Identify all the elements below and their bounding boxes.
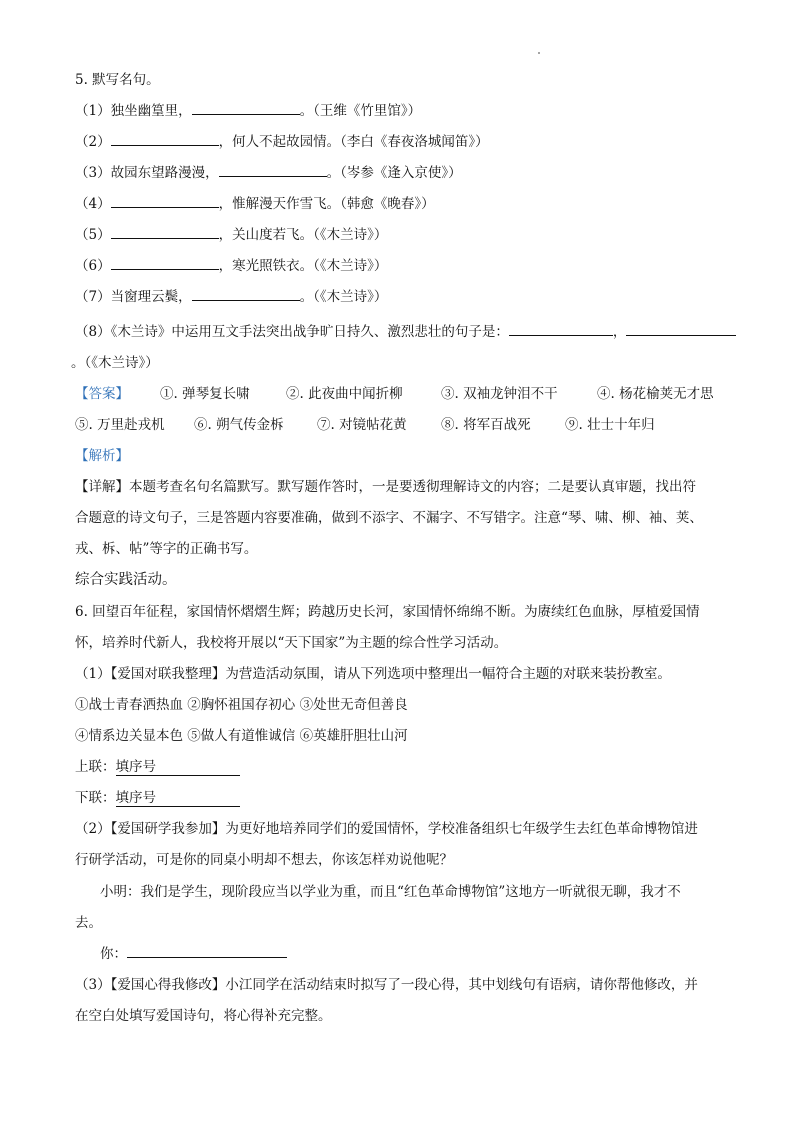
q5-item xyxy=(75,130,489,150)
answer-item: ⑧. 将军百战死 xyxy=(441,417,531,433)
detail-line: 戎、柝、帖”等字的正确书写。 xyxy=(75,541,258,557)
q5-item xyxy=(75,223,387,243)
reply-blank[interactable] xyxy=(127,945,287,958)
q6-intro-line: 6. 回望百年征程，家国情怀熠熠生辉；跨越历史长河，家国情怀绵绵不断。为赓续红色血脉，厚植爱国情 xyxy=(75,604,700,620)
answer-blank[interactable] xyxy=(192,102,300,115)
answer-item: ⑥. 朔气传金柝 xyxy=(194,417,284,433)
section-title: 综合实践活动。 xyxy=(75,572,177,588)
q5-item-suffix: ，关山度若飞。（《木兰诗》） xyxy=(218,227,388,243)
fill-hint: 填序号 xyxy=(115,759,156,775)
q5-title: 5. 默写名句。 xyxy=(75,72,160,88)
q6-part3-line: （3）【爱国心得我修改】小江同学在活动结束时拟写了一段心得，其中划线句有语病，请你帮他修改，并 xyxy=(75,977,698,993)
lower-label: 下联： xyxy=(75,790,116,806)
your-reply-row xyxy=(100,942,287,962)
answer-blank[interactable] xyxy=(192,288,300,301)
lower-couplet-row xyxy=(75,786,240,807)
q5-item-prefix: （1）独坐幽篁里， xyxy=(75,103,192,119)
answer-item: ①. 弹琴复长啸 xyxy=(160,386,250,402)
q5-item8-comma: ， xyxy=(612,324,627,340)
answer-blank[interactable] xyxy=(111,226,219,239)
you-label: 你： xyxy=(100,946,127,962)
answer-blank[interactable] xyxy=(219,164,327,177)
ming-speech: 去。 xyxy=(75,915,102,931)
q5-item-suffix: ，寒光照铁衣。（《木兰诗》） xyxy=(218,258,388,274)
answer-blank[interactable] xyxy=(626,323,736,336)
scan-speck xyxy=(538,52,540,54)
q5-item-prefix: （5） xyxy=(75,227,111,243)
q5-item-prefix: （3）故园东望路漫漫， xyxy=(75,165,219,181)
upper-couplet-field[interactable] xyxy=(116,755,240,776)
upper-label: 上联： xyxy=(75,759,116,775)
q5-item xyxy=(75,254,387,274)
q5-item xyxy=(75,285,387,305)
q5-item-prefix: （4） xyxy=(75,196,111,212)
q6-part3-line: 在空白处填写爱国诗句，将心得补充完整。 xyxy=(75,1008,332,1024)
answer-item: ④. 杨花榆荚无才思 xyxy=(597,386,714,402)
q6-part2-line: （2）【爱国研学我参加】为更好地培养同学们的爱国情怀，学校准备组织七年级学生去红色革命博物馆进 xyxy=(75,821,698,837)
detail-line: 合题意的诗文句子，三是答题内容要准确，做到不添字、不漏字、不写错字。注意“琴、啸、柳、袖、荚、 xyxy=(75,510,703,526)
fill-hint: 填序号 xyxy=(115,790,156,806)
q5-item-prefix: （6） xyxy=(75,258,111,274)
q5-item-suffix: 。（《木兰诗》） xyxy=(299,289,388,305)
answer-row-1 xyxy=(75,382,714,402)
q6-intro-line: 怀，培养时代新人，我校将开展以“天下国家”为主题的综合性学习活动。 xyxy=(75,635,508,651)
q6-part2-line: 行研学活动，可是你的同桌小明却不想去，你该怎样劝说他呢？ xyxy=(75,852,453,868)
answer-blank[interactable] xyxy=(509,323,613,336)
answer-blank[interactable] xyxy=(111,195,219,208)
q5-item8-text: （8）《木兰诗》中运用互文手法突出战争旷日持久、激烈悲壮的句子是： xyxy=(75,324,509,340)
upper-couplet-row xyxy=(75,755,240,776)
lower-couplet-field[interactable] xyxy=(116,786,240,807)
answer-item: ⑤. 万里赴戎机 xyxy=(75,417,165,433)
analysis-tag: 【解析】 xyxy=(75,448,129,464)
q5-item xyxy=(75,99,421,119)
detail-line: 【详解】本题考查名句名篇默写。默写题作答时，一是要透彻理解诗文的内容；二是要认真审题，找出符 xyxy=(75,479,696,495)
q5-item-suffix: ，惟解漫天作雪飞。（韩愈《晚春》） xyxy=(218,196,435,212)
answer-item: ⑦. 对镜帖花黄 xyxy=(317,417,407,433)
q6-part1: （1）【爱国对联我整理】为营造活动氛围，请从下列选项中整理出一幅符合主题的对联来装扮教室。 xyxy=(75,666,671,682)
q5-item xyxy=(75,161,462,181)
q5-item8-line2: 。（《木兰诗》） xyxy=(71,355,159,371)
ming-speech: 小明：我们是学生，现阶段应当以学业为重，而且“红色革命博物馆”这地方一听就很无聊，我才不 xyxy=(100,884,681,900)
couplet-options: ①战士青春洒热血 ②胸怀祖国存初心 ③处世无奇但善良 xyxy=(75,697,408,713)
answer-blank[interactable] xyxy=(111,133,219,146)
q5-item-suffix: 。（王维《竹里馆》） xyxy=(299,103,422,119)
q5-item8-line1 xyxy=(75,320,736,340)
q5-item xyxy=(75,192,435,212)
q5-item-suffix: ，何人不起故园情。（李白《春夜洛城闻笛》） xyxy=(218,134,489,150)
q5-item-suffix: 。（岑参《逢入京使》） xyxy=(326,165,462,181)
answer-tag: 【答案】 xyxy=(75,386,129,402)
answer-item: ⑨. 壮士十年归 xyxy=(565,417,655,433)
answer-item: ③. 双袖龙钟泪不干 xyxy=(441,386,558,402)
couplet-options: ④情系边关显本色 ⑤做人有道惟诚信 ⑥英雄肝胆壮山河 xyxy=(75,728,408,744)
q5-item-prefix: （7）当窗理云鬓， xyxy=(75,289,192,305)
answer-item: ②. 此夜曲中闻折柳 xyxy=(286,386,403,402)
q5-item-prefix: （2） xyxy=(75,134,111,150)
answer-blank[interactable] xyxy=(111,257,219,270)
